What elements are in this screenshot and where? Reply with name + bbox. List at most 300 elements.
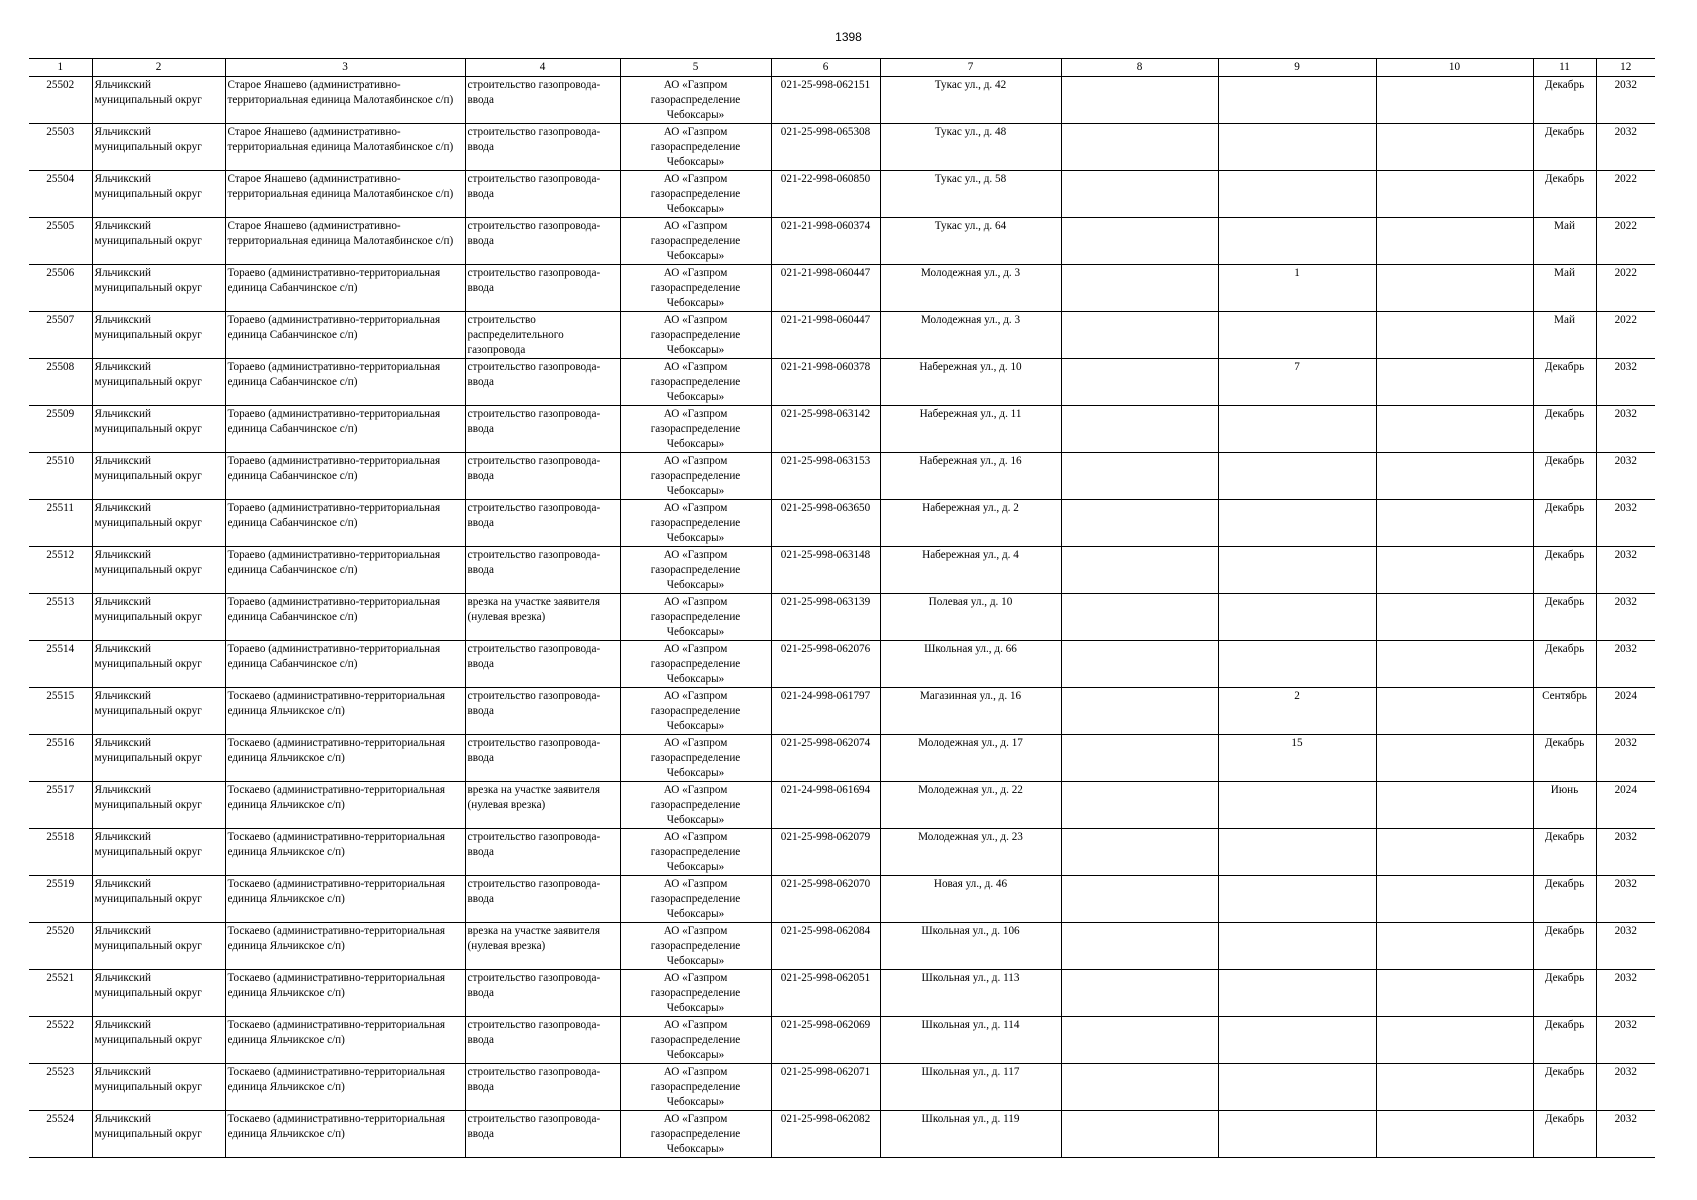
district-cell: Яльчикский муниципальный округ [92,453,225,500]
column-8-cell [1061,1017,1218,1064]
row-number: 25520 [29,923,92,970]
column-9-cell [1218,1017,1376,1064]
column-8-cell [1061,1111,1218,1158]
column-10-cell [1376,1064,1533,1111]
table-row [29,782,1655,829]
column-8-cell [1061,782,1218,829]
row-number: 25524 [29,1111,92,1158]
district-cell: Яльчикский муниципальный округ [92,218,225,265]
column-8-cell [1061,265,1218,312]
column-9-cell [1218,594,1376,641]
row-number: 25522 [29,1017,92,1064]
column-8-cell [1061,876,1218,923]
settlement-cell: Тоскаево (административно-территориальная единица Яльчикское с/п) [225,1017,465,1064]
column-9-cell [1218,218,1376,265]
table-row [29,688,1655,735]
work-type-cell: строительство газопровода-ввода [465,218,620,265]
address-cell: Тукас ул., д. 58 [880,171,1061,218]
column-8-cell [1061,641,1218,688]
column-9-cell [1218,1111,1376,1158]
organization-cell: АО «Газпром газораспределение Чебоксары» [620,359,771,406]
organization-cell: АО «Газпром газораспределение Чебоксары» [620,500,771,547]
application-code-cell: 021-25-998-065308 [771,124,880,171]
year-cell: 2032 [1596,77,1655,124]
address-cell: Полевая ул., д. 10 [880,594,1061,641]
application-code-cell: 021-25-998-063650 [771,500,880,547]
column-8-cell [1061,735,1218,782]
table-row [29,171,1655,218]
column-8-cell [1061,547,1218,594]
year-cell: 2032 [1596,829,1655,876]
column-10-cell [1376,1017,1533,1064]
table-row [29,77,1655,124]
application-code-cell: 021-25-998-063142 [771,406,880,453]
row-number: 25519 [29,876,92,923]
column-10-cell [1376,500,1533,547]
district-cell: Яльчикский муниципальный округ [92,406,225,453]
district-cell: Яльчикский муниципальный округ [92,641,225,688]
application-code-cell: 021-25-998-062151 [771,77,880,124]
address-cell: Молодежная ул., д. 23 [880,829,1061,876]
district-cell: Яльчикский муниципальный округ [92,735,225,782]
application-code-cell: 021-25-998-062074 [771,735,880,782]
work-type-cell: строительство газопровода-ввода [465,359,620,406]
column-10-cell [1376,641,1533,688]
column-9-cell [1218,547,1376,594]
column-9-cell [1218,641,1376,688]
table-row [29,124,1655,171]
column-8-cell [1061,171,1218,218]
column-8-cell [1061,124,1218,171]
organization-cell: АО «Газпром газораспределение Чебоксары» [620,406,771,453]
work-type-cell: строительство газопровода-ввода [465,171,620,218]
table-row [29,876,1655,923]
year-cell: 2022 [1596,265,1655,312]
row-number: 25504 [29,171,92,218]
year-cell: 2032 [1596,547,1655,594]
district-cell: Яльчикский муниципальный округ [92,876,225,923]
year-cell: 2032 [1596,641,1655,688]
work-type-cell: строительство газопровода-ввода [465,876,620,923]
application-code-cell: 021-24-998-061797 [771,688,880,735]
settlement-cell: Тораево (административно-территориальная единица Сабанчинское с/п) [225,406,465,453]
settlement-cell: Тораево (административно-территориальная единица Сабанчинское с/п) [225,641,465,688]
table-row [29,265,1655,312]
registry-table [29,58,1655,1158]
settlement-cell: Тораево (административно-территориальная единица Сабанчинское с/п) [225,500,465,547]
organization-cell: АО «Газпром газораспределение Чебоксары» [620,312,771,359]
application-code-cell: 021-25-998-062076 [771,641,880,688]
year-cell: 2022 [1596,312,1655,359]
month-cell: Декабрь [1533,641,1596,688]
column-header-12: 12 [1596,59,1655,77]
month-cell: Декабрь [1533,594,1596,641]
district-cell: Яльчикский муниципальный округ [92,1111,225,1158]
month-cell: Май [1533,265,1596,312]
work-type-cell: строительство распределительного газопровода [465,312,620,359]
settlement-cell: Тораево (административно-территориальная единица Сабанчинское с/п) [225,547,465,594]
column-10-cell [1376,312,1533,359]
month-cell: Декабрь [1533,970,1596,1017]
address-cell: Набережная ул., д. 16 [880,453,1061,500]
table-row [29,1017,1655,1064]
column-9-cell [1218,782,1376,829]
year-cell: 2032 [1596,1017,1655,1064]
month-cell: Декабрь [1533,453,1596,500]
address-cell: Школьная ул., д. 113 [880,970,1061,1017]
month-cell: Декабрь [1533,171,1596,218]
month-cell: Июнь [1533,782,1596,829]
year-cell: 2032 [1596,735,1655,782]
organization-cell: АО «Газпром газораспределение Чебоксары» [620,77,771,124]
row-number: 25514 [29,641,92,688]
table-row [29,218,1655,265]
year-cell: 2032 [1596,359,1655,406]
year-cell: 2032 [1596,970,1655,1017]
month-cell: Декабрь [1533,735,1596,782]
year-cell: 2032 [1596,876,1655,923]
table-row [29,547,1655,594]
column-10-cell [1376,1111,1533,1158]
column-10-cell [1376,359,1533,406]
application-code-cell: 021-21-998-060374 [771,218,880,265]
organization-cell: АО «Газпром газораспределение Чебоксары» [620,594,771,641]
settlement-cell: Старое Янашево (административно-территориальная единица Малотаябинское с/п) [225,77,465,124]
column-9-cell [1218,500,1376,547]
district-cell: Яльчикский муниципальный округ [92,124,225,171]
year-cell: 2024 [1596,782,1655,829]
district-cell: Яльчикский муниципальный округ [92,1017,225,1064]
table-row [29,829,1655,876]
work-type-cell: строительство газопровода-ввода [465,641,620,688]
settlement-cell: Тоскаево (административно-территориальная единица Яльчикское с/п) [225,1064,465,1111]
column-8-cell [1061,829,1218,876]
organization-cell: АО «Газпром газораспределение Чебоксары» [620,171,771,218]
month-cell: Декабрь [1533,500,1596,547]
year-cell: 2032 [1596,923,1655,970]
work-type-cell: строительство газопровода-ввода [465,688,620,735]
organization-cell: АО «Газпром газораспределение Чебоксары» [620,829,771,876]
work-type-cell: строительство газопровода-ввода [465,406,620,453]
work-type-cell: врезка на участке заявителя (нулевая врезка) [465,594,620,641]
organization-cell: АО «Газпром газораспределение Чебоксары» [620,453,771,500]
work-type-cell: строительство газопровода-ввода [465,77,620,124]
column-9-cell: 15 [1218,735,1376,782]
month-cell: Май [1533,312,1596,359]
column-10-cell [1376,265,1533,312]
application-code-cell: 021-25-998-062084 [771,923,880,970]
column-9-cell: 7 [1218,359,1376,406]
year-cell: 2022 [1596,218,1655,265]
row-number: 25513 [29,594,92,641]
district-cell: Яльчикский муниципальный округ [92,782,225,829]
table-row [29,1111,1655,1158]
column-header-2: 2 [92,59,225,77]
column-header-5: 5 [620,59,771,77]
settlement-cell: Тоскаево (административно-территориальная единица Яльчикское с/п) [225,688,465,735]
work-type-cell: строительство газопровода-ввода [465,970,620,1017]
table-row [29,641,1655,688]
work-type-cell: строительство газопровода-ввода [465,453,620,500]
settlement-cell: Старое Янашево (административно-территориальная единица Малотаябинское с/п) [225,171,465,218]
month-cell: Декабрь [1533,923,1596,970]
address-cell: Молодежная ул., д. 22 [880,782,1061,829]
address-cell: Тукас ул., д. 42 [880,77,1061,124]
application-code-cell: 021-21-998-060447 [771,265,880,312]
application-code-cell: 021-25-998-062071 [771,1064,880,1111]
column-header-10: 10 [1376,59,1533,77]
district-cell: Яльчикский муниципальный округ [92,829,225,876]
table-row [29,500,1655,547]
district-cell: Яльчикский муниципальный округ [92,312,225,359]
column-10-cell [1376,782,1533,829]
settlement-cell: Старое Янашево (административно-территориальная единица Малотаябинское с/п) [225,218,465,265]
address-cell: Школьная ул., д. 66 [880,641,1061,688]
column-9-cell [1218,923,1376,970]
application-code-cell: 021-21-998-060378 [771,359,880,406]
district-cell: Яльчикский муниципальный округ [92,688,225,735]
column-8-cell [1061,406,1218,453]
row-number: 25507 [29,312,92,359]
column-8-cell [1061,218,1218,265]
column-header-3: 3 [225,59,465,77]
month-cell: Декабрь [1533,406,1596,453]
year-cell: 2032 [1596,406,1655,453]
work-type-cell: строительство газопровода-ввода [465,500,620,547]
column-9-cell [1218,829,1376,876]
settlement-cell: Тораево (административно-территориальная единица Сабанчинское с/п) [225,453,465,500]
address-cell: Школьная ул., д. 106 [880,923,1061,970]
column-10-cell [1376,970,1533,1017]
column-10-cell [1376,923,1533,970]
column-header-8: 8 [1061,59,1218,77]
column-10-cell [1376,547,1533,594]
row-number: 25509 [29,406,92,453]
column-10-cell [1376,171,1533,218]
column-9-cell: 2 [1218,688,1376,735]
row-number: 25512 [29,547,92,594]
month-cell: Декабрь [1533,547,1596,594]
year-cell: 2032 [1596,1111,1655,1158]
table-row [29,594,1655,641]
column-10-cell [1376,829,1533,876]
column-10-cell [1376,124,1533,171]
application-code-cell: 021-22-998-060850 [771,171,880,218]
organization-cell: АО «Газпром газораспределение Чебоксары» [620,688,771,735]
district-cell: Яльчикский муниципальный округ [92,265,225,312]
address-cell: Молодежная ул., д. 17 [880,735,1061,782]
year-cell: 2032 [1596,124,1655,171]
month-cell: Декабрь [1533,1064,1596,1111]
work-type-cell: врезка на участке заявителя (нулевая врезка) [465,923,620,970]
column-9-cell [1218,124,1376,171]
column-9-cell [1218,312,1376,359]
work-type-cell: строительство газопровода-ввода [465,124,620,171]
application-code-cell: 021-25-998-063148 [771,547,880,594]
column-10-cell [1376,218,1533,265]
year-cell: 2022 [1596,171,1655,218]
column-10-cell [1376,594,1533,641]
address-cell: Тукас ул., д. 48 [880,124,1061,171]
column-8-cell [1061,923,1218,970]
column-9-cell [1218,453,1376,500]
row-number: 25521 [29,970,92,1017]
row-number: 25511 [29,500,92,547]
settlement-cell: Тораево (административно-территориальная единица Сабанчинское с/п) [225,265,465,312]
table-row [29,359,1655,406]
month-cell: Май [1533,218,1596,265]
month-cell: Декабрь [1533,359,1596,406]
row-number: 25510 [29,453,92,500]
settlement-cell: Тораево (административно-территориальная единица Сабанчинское с/п) [225,312,465,359]
column-8-cell [1061,453,1218,500]
address-cell: Школьная ул., д. 114 [880,1017,1061,1064]
work-type-cell: строительство газопровода-ввода [465,829,620,876]
page-number: 1398 [835,30,862,44]
column-10-cell [1376,77,1533,124]
row-number: 25517 [29,782,92,829]
settlement-cell: Старое Янашево (административно-территориальная единица Малотаябинское с/п) [225,124,465,171]
row-number: 25515 [29,688,92,735]
column-9-cell [1218,876,1376,923]
application-code-cell: 021-24-998-061694 [771,782,880,829]
month-cell: Декабрь [1533,1111,1596,1158]
work-type-cell: строительство газопровода-ввода [465,1111,620,1158]
column-9-cell: 1 [1218,265,1376,312]
column-8-cell [1061,1064,1218,1111]
row-number: 25502 [29,77,92,124]
settlement-cell: Тоскаево (административно-территориальная единица Яльчикское с/п) [225,876,465,923]
settlement-cell: Тоскаево (административно-территориальная единица Яльчикское с/п) [225,735,465,782]
column-9-cell [1218,970,1376,1017]
column-10-cell [1376,876,1533,923]
work-type-cell: строительство газопровода-ввода [465,1017,620,1064]
column-9-cell [1218,77,1376,124]
work-type-cell: врезка на участке заявителя (нулевая врезка) [465,782,620,829]
district-cell: Яльчикский муниципальный округ [92,970,225,1017]
settlement-cell: Тоскаево (административно-территориальная единица Яльчикское с/п) [225,1111,465,1158]
column-8-cell [1061,77,1218,124]
table-body [29,77,1655,1158]
address-cell: Набережная ул., д. 11 [880,406,1061,453]
organization-cell: АО «Газпром газораспределение Чебоксары» [620,735,771,782]
settlement-cell: Тоскаево (административно-территориальная единица Яльчикское с/п) [225,829,465,876]
column-header-9: 9 [1218,59,1376,77]
table-row [29,312,1655,359]
column-8-cell [1061,594,1218,641]
district-cell: Яльчикский муниципальный округ [92,1064,225,1111]
row-number: 25508 [29,359,92,406]
district-cell: Яльчикский муниципальный округ [92,500,225,547]
district-cell: Яльчикский муниципальный округ [92,77,225,124]
row-number: 25523 [29,1064,92,1111]
work-type-cell: строительство газопровода-ввода [465,265,620,312]
row-number: 25505 [29,218,92,265]
organization-cell: АО «Газпром газораспределение Чебоксары» [620,1017,771,1064]
column-9-cell [1218,1064,1376,1111]
organization-cell: АО «Газпром газораспределение Чебоксары» [620,218,771,265]
table-row [29,735,1655,782]
table-row [29,453,1655,500]
organization-cell: АО «Газпром газораспределение Чебоксары» [620,876,771,923]
table-row [29,1064,1655,1111]
column-9-cell [1218,171,1376,218]
organization-cell: АО «Газпром газораспределение Чебоксары» [620,923,771,970]
district-cell: Яльчикский муниципальный округ [92,547,225,594]
settlement-cell: Тораево (административно-территориальная единица Сабанчинское с/п) [225,359,465,406]
column-header-6: 6 [771,59,880,77]
row-number: 25516 [29,735,92,782]
organization-cell: АО «Газпром газораспределение Чебоксары» [620,1064,771,1111]
year-cell: 2032 [1596,500,1655,547]
address-cell: Школьная ул., д. 117 [880,1064,1061,1111]
application-code-cell: 021-25-998-062070 [771,876,880,923]
application-code-cell: 021-21-998-060447 [771,312,880,359]
month-cell: Декабрь [1533,876,1596,923]
column-8-cell [1061,970,1218,1017]
address-cell: Тукас ул., д. 64 [880,218,1061,265]
organization-cell: АО «Газпром газораспределение Чебоксары» [620,641,771,688]
column-header-1: 1 [29,59,92,77]
organization-cell: АО «Газпром газораспределение Чебоксары» [620,1111,771,1158]
column-header-7: 7 [880,59,1061,77]
address-cell: Набережная ул., д. 10 [880,359,1061,406]
work-type-cell: строительство газопровода-ввода [465,1064,620,1111]
column-8-cell [1061,359,1218,406]
column-10-cell [1376,453,1533,500]
address-cell: Магазинная ул., д. 16 [880,688,1061,735]
address-cell: Молодежная ул., д. 3 [880,312,1061,359]
column-header-11: 11 [1533,59,1596,77]
year-cell: 2024 [1596,688,1655,735]
row-number: 25518 [29,829,92,876]
address-cell: Новая ул., д. 46 [880,876,1061,923]
organization-cell: АО «Газпром газораспределение Чебоксары» [620,970,771,1017]
column-10-cell [1376,406,1533,453]
application-code-cell: 021-25-998-063139 [771,594,880,641]
column-header-4: 4 [465,59,620,77]
column-8-cell [1061,688,1218,735]
column-8-cell [1061,500,1218,547]
month-cell: Декабрь [1533,124,1596,171]
year-cell: 2032 [1596,453,1655,500]
column-10-cell [1376,688,1533,735]
header-row [29,59,1655,77]
year-cell: 2032 [1596,594,1655,641]
month-cell: Декабрь [1533,829,1596,876]
settlement-cell: Тоскаево (административно-территориальная единица Яльчикское с/п) [225,923,465,970]
row-number: 25506 [29,265,92,312]
settlement-cell: Тоскаево (административно-территориальная единица Яльчикское с/п) [225,782,465,829]
application-code-cell: 021-25-998-062069 [771,1017,880,1064]
column-10-cell [1376,735,1533,782]
table-row [29,923,1655,970]
district-cell: Яльчикский муниципальный округ [92,359,225,406]
month-cell: Декабрь [1533,1017,1596,1064]
district-cell: Яльчикский муниципальный округ [92,171,225,218]
application-code-cell: 021-25-998-062051 [771,970,880,1017]
organization-cell: АО «Газпром газораспределение Чебоксары» [620,782,771,829]
address-cell: Школьная ул., д. 119 [880,1111,1061,1158]
table-row [29,406,1655,453]
address-cell: Молодежная ул., д. 3 [880,265,1061,312]
district-cell: Яльчикский муниципальный округ [92,923,225,970]
row-number: 25503 [29,124,92,171]
column-9-cell [1218,406,1376,453]
address-cell: Набережная ул., д. 4 [880,547,1061,594]
organization-cell: АО «Газпром газораспределение Чебоксары» [620,265,771,312]
settlement-cell: Тораево (административно-территориальная единица Сабанчинское с/п) [225,594,465,641]
